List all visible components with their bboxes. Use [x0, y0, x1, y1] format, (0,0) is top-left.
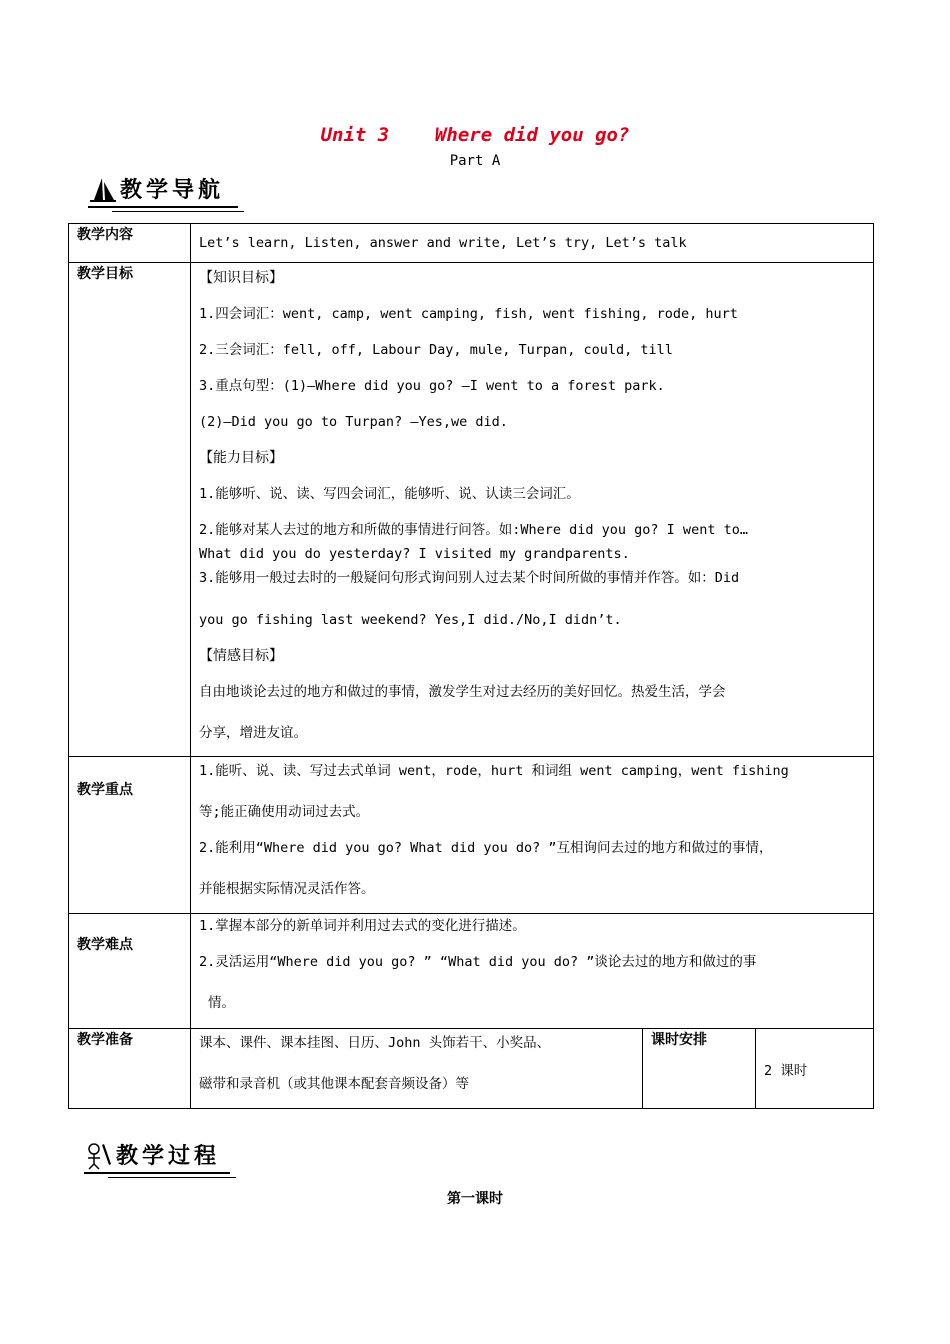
teaching-process-banner	[84, 1136, 230, 1170]
section-heading: 【能力目标】	[199, 450, 283, 466]
objective-line: 3.能够用一般过去时的一般疑问句形式询问别人过去某个时间所做的事情并作答。如：Did	[199, 570, 740, 586]
objective-line: 3.重点句型：(1)—Where did you go? —I went to a forest park.	[199, 378, 665, 394]
row-label: 教学重点	[69, 757, 191, 914]
content-value: Let’s learn, Listen, answer and write, Let’s try, Let’s talk	[191, 224, 874, 263]
lesson-plan-table	[68, 223, 874, 1109]
key-point-line: 1.能听、说、读、写过去式单词 went，rode，hurt 和词组 went camping，went fishing	[199, 763, 789, 779]
table-row-content	[69, 224, 874, 263]
teaching-guide-banner	[88, 170, 238, 204]
banner-title: 教学过程	[116, 1144, 221, 1169]
objective-line: 1.能够听、说、读、写四会词汇，能够听、说、认读三会词汇。	[199, 486, 580, 502]
difficulty-line: 1.掌握本部分的新单词并利用过去式的变化进行描述。	[199, 918, 526, 934]
objective-line: 1.四会词汇：went, camp, went camping, fish, went fishing, rode, hurt	[199, 306, 738, 322]
difficulty-line: 2.灵活运用“Where did you go? ” “What did you do? ”谈论去过的地方和做过的事	[199, 954, 757, 970]
sailboat-icon	[88, 174, 118, 204]
schedule-value: 2 课时	[756, 1029, 874, 1109]
banner-underline-thin	[108, 1177, 236, 1178]
difficulty-line: 情。	[208, 995, 235, 1011]
part-title: Part A	[449, 153, 501, 169]
difficulties-cell	[191, 914, 874, 1029]
pencil-figure-icon	[84, 1140, 114, 1170]
schedule-label: 课时安排	[643, 1029, 756, 1109]
objective-line: 自由地谈论去过的地方和做过的事情，激发学生对过去经历的美好回忆。热爱生活，学会	[199, 684, 726, 700]
row-label: 教学准备	[69, 1029, 191, 1109]
objectives-cell	[191, 263, 874, 757]
lesson-title: 第一课时	[447, 1191, 503, 1207]
preparation-line: 磁带和录音机（或其他课本配套音频设备）等	[199, 1076, 469, 1092]
key-point-line: 等;能正确使用动词过去式。	[199, 804, 370, 820]
row-label: 教学内容	[69, 224, 191, 263]
objective-line: 2.能够对某人去过的地方和所做的事情进行问答。如:Where did you go? I went to…	[199, 522, 748, 538]
objective-line: What did you do yesterday? I visited my grandparents.	[199, 546, 630, 562]
unit-title: Unit 3 Where did you go?	[320, 124, 630, 146]
table-row-key-points	[69, 757, 874, 914]
banner-underline-thin	[112, 211, 244, 212]
key-points-cell	[191, 757, 874, 914]
section-heading: 【知识目标】	[199, 270, 283, 286]
objective-line: 分享，增进友谊。	[199, 725, 307, 741]
table-row-objectives	[69, 263, 874, 757]
row-label: 教学目标	[69, 263, 191, 757]
preparation-line: 课本、课件、课本挂图、日历、John 头饰若干、小奖品、	[199, 1035, 551, 1051]
key-point-line: 2.能利用“Where did you go? What did you do? ”互相询问去过的地方和做过的事情，	[199, 840, 773, 856]
objective-line: you go fishing last weekend? Yes,I did./No,I didn’t.	[199, 612, 622, 628]
table-row-preparation	[69, 1029, 874, 1109]
banner-underline	[88, 206, 238, 208]
preparation-cell	[191, 1029, 643, 1109]
objective-line: (2)—Did you go to Turpan? —Yes,we did.	[199, 414, 508, 430]
section-heading: 【情感目标】	[199, 648, 283, 664]
row-label: 教学难点	[69, 914, 191, 1029]
banner-underline	[84, 1172, 230, 1174]
table-row-difficulties	[69, 914, 874, 1029]
objective-line: 2.三会词汇：fell, off, Labour Day, mule, Turpan, could, till	[199, 342, 673, 358]
key-point-line: 并能根据实际情况灵活作答。	[199, 881, 375, 897]
banner-title: 教学导航	[120, 178, 225, 203]
